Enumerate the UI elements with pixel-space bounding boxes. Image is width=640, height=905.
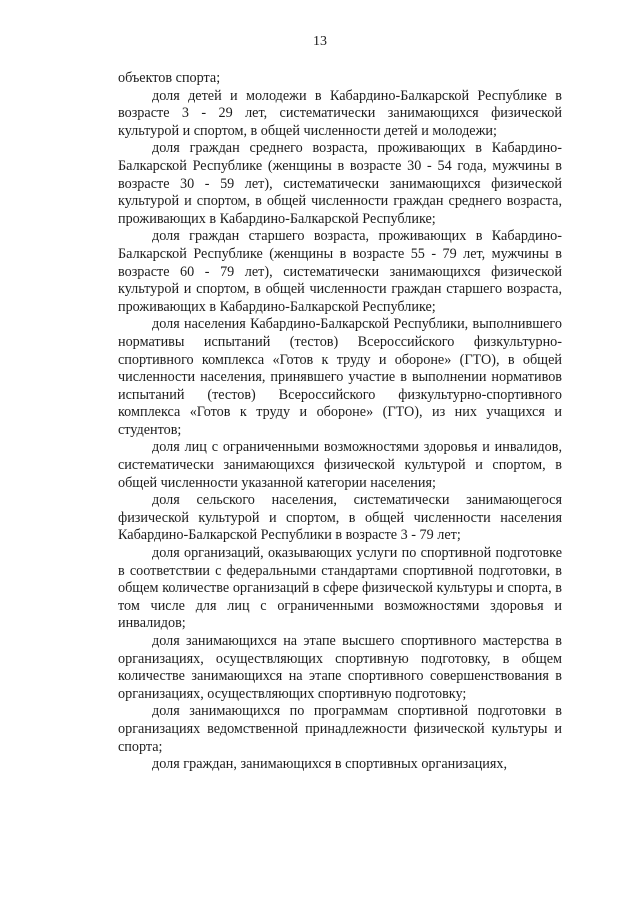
document-body	[118, 70, 562, 774]
paragraph-elite-stage-share: доля занимающихся на этапе высшего спортивного мастерства в организациях, осуществляющих спортивную подготовку, в общем количестве занимающихся на этапе спортивного совершенствования в организациях, осуществляющих спортивную подготовку;	[118, 633, 562, 702]
paragraph-citizens-share: доля граждан, занимающихся в спортивных организациях,	[152, 756, 508, 773]
paragraph-senior-share: доля граждан старшего возраста, проживающих в Кабардино-Балкарской Республике (женщины в возрасте 55 - 79 лет, мужчины в возрасте 60 - 79 лет), систематически занимающихся физической культурой и спортом, в общей численности граждан старшего возраста, проживающих в Кабардино-Балкарской Республике;	[118, 228, 562, 315]
paragraph-disabled-share: доля лиц с ограниченными возможностями здоровья и инвалидов, систематически занимающихся физической культурой и спортом, в общей численности указанной категории населения;	[118, 439, 562, 491]
paragraph-organizations-share: доля организаций, оказывающих услуги по спортивной подготовке в соответствии с федеральными стандартами спортивной подготовки, в общем количестве организаций в сфере физической культуры и спорта, в том числе для лиц с ограниченными возможностями здоровья и инвалидов;	[118, 545, 562, 632]
paragraph-departmental-share: доля занимающихся по программам спортивной подготовки в организациях ведомственной принадлежности физической культуры и спорта;	[118, 703, 562, 755]
paragraph-gto-share: доля населения Кабардино-Балкарской Республики, выполнившего нормативы испытаний (тестов) Всероссийского физкультурно-спортивного комплекса «Готов к труду и обороне» (ГТО), в общей численности населения, принявшего участие в выполнении нормативов испытаний (тестов) Всероссийского физкультурно-спортивного комплекса «Готов к труду и обороне» (ГТО), из них учащихся и студентов;	[118, 316, 562, 438]
paragraph-middle-age-share: доля граждан среднего возраста, проживающих в Кабардино-Балкарской Республике (женщины в возрасте 30 - 54 года, мужчины в возрасте 30 - 59 лет), систематически занимающихся физической культурой и спортом, в общей численности граждан среднего возраста, проживающих в Кабардино-Балкарской Республике;	[118, 140, 562, 227]
paragraph-youth-share: доля детей и молодежи в Кабардино-Балкарской Республике в возрасте 3 - 29 лет, систематически занимающихся физической культурой и спортом, в общей численности детей и молодежи;	[118, 87, 562, 139]
page-number: 13	[313, 34, 327, 49]
paragraph-rural-share: доля сельского населения, систематически занимающегося физической культурой и спортом, в общей численности населения Кабардино-Балкарской Республики в возрасте 3 - 79 лет;	[118, 492, 562, 544]
paragraph-continuation: объектов спорта;	[118, 70, 221, 86]
